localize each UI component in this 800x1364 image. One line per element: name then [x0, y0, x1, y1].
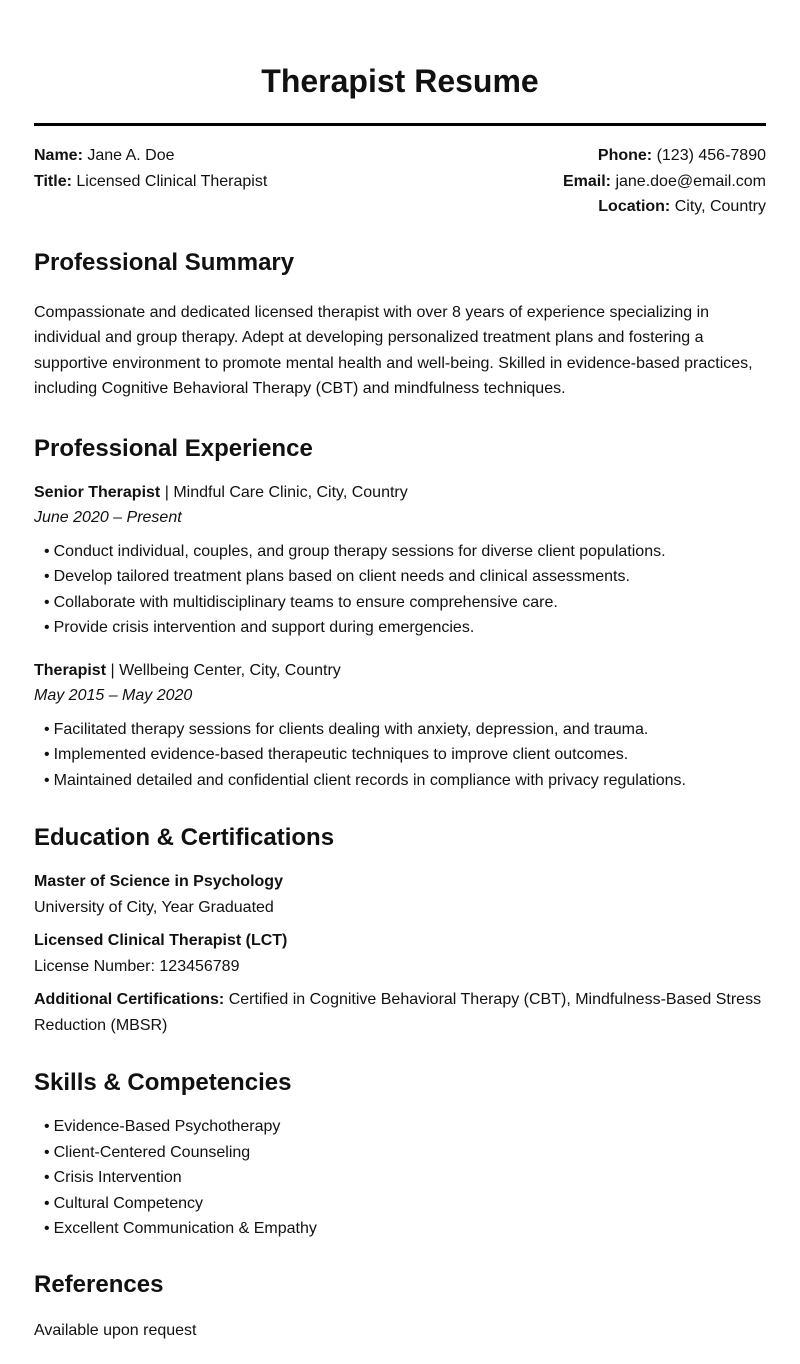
location-label: Location: — [598, 198, 671, 215]
license-number: License Number: 123456789 — [34, 957, 240, 975]
page-title: Therapist Resume — [261, 63, 539, 99]
job-entry — [34, 658, 766, 794]
title-value: Licensed Clinical Therapist — [76, 172, 268, 190]
job-organization: Mindful Care Clinic, City, Country — [173, 483, 408, 501]
duty-item: • Facilitated therapy sessions for clients dealing with anxiety, depression, and trauma. — [44, 717, 766, 743]
duty-item: • Conduct individual, couples, and group therapy sessions for diverse client populations. — [44, 539, 766, 565]
references-text: Available upon request — [34, 1321, 197, 1339]
name-label: Name: — [34, 147, 83, 164]
degree-school: University of City, Year Graduated — [34, 898, 274, 916]
duty-item: • Develop tailored treatment plans based on client needs and clinical assessments. — [44, 564, 766, 590]
title-divider — [34, 123, 766, 126]
experience-section — [34, 434, 766, 794]
name-value: Jane A. Doe — [87, 147, 175, 164]
job-header — [34, 480, 766, 506]
additional-certifications-label: Additional Certifications: — [34, 991, 225, 1008]
contact-phone-row — [563, 143, 766, 169]
job-dates: June 2020 – Present — [34, 509, 182, 526]
phone-value: (123) 456-7890 — [656, 147, 766, 164]
contact-location-row — [563, 194, 766, 220]
skill-item: • Client-Centered Counseling — [44, 1140, 766, 1166]
phone-label: Phone: — [597, 147, 653, 164]
education-heading: Education & Certifications — [34, 824, 335, 851]
job-header — [34, 658, 766, 684]
contact-left — [34, 143, 267, 220]
experience-heading: Professional Experience — [34, 434, 313, 462]
job-duties — [34, 539, 766, 641]
skill-item: • Crisis Intervention — [44, 1165, 766, 1191]
license-entry — [34, 928, 766, 979]
references-section — [34, 1270, 766, 1344]
job-separator: | — [164, 483, 169, 501]
summary-section — [34, 248, 766, 402]
skills-list — [34, 1114, 766, 1242]
summary-heading: Professional Summary — [34, 248, 295, 276]
duty-item: • Collaborate with multidisciplinary teams to ensure comprehensive care. — [44, 590, 766, 616]
contact-title-row — [34, 169, 267, 195]
summary-text: Compassionate and dedicated licensed therapist with over 8 years of experience specializing in individual and group therapy. Adept at developing personalized treatment plans and fostering a supportive environment to promote mental health and well-being. Skilled in evidence-based practices, including Cognitive Behavioral Therapy (CBT) and mindfulness techniques. — [34, 303, 753, 397]
contact-right — [563, 143, 766, 220]
duty-item: • Provide crisis intervention and support during emergencies. — [44, 615, 766, 641]
additional-certifications-text: Certified in Cognitive Behavioral Therapy (CBT), Mindfulness-Based Stress Reduction (MBSR) — [34, 991, 762, 1034]
job-title: Senior Therapist — [34, 483, 161, 501]
job-title: Therapist — [34, 661, 107, 679]
skill-item: • Evidence-Based Psychotherapy — [44, 1114, 766, 1140]
degree-entry — [34, 869, 766, 920]
job-duties — [34, 717, 766, 794]
skills-heading: Skills & Competencies — [34, 1069, 292, 1096]
references-heading: References — [34, 1270, 164, 1298]
job-dates: May 2015 – May 2020 — [34, 687, 193, 704]
title-label: Title: — [34, 172, 72, 190]
license-title: Licensed Clinical Therapist (LCT) — [34, 932, 288, 949]
email-label: Email: — [562, 172, 611, 190]
additional-certifications — [34, 987, 766, 1038]
education-section — [34, 823, 766, 1038]
location-value: City, Country — [674, 198, 766, 215]
duty-item: • Implemented evidence-based therapeutic techniques to improve client outcomes. — [44, 742, 766, 768]
degree-title: Master of Science in Psychology — [34, 873, 283, 890]
resume-page — [34, 0, 766, 1343]
email-value: jane.doe@email.com — [615, 172, 766, 190]
duty-item: • Maintained detailed and confidential client records in compliance with privacy regulations. — [44, 768, 766, 794]
job-entry — [34, 480, 766, 641]
job-organization: Wellbeing Center, City, Country — [119, 661, 341, 679]
contact-email-row — [563, 169, 766, 195]
contact-name-row — [34, 143, 267, 169]
job-separator: | — [110, 661, 115, 679]
skill-item: • Cultural Competency — [44, 1191, 766, 1217]
contact-block — [34, 143, 766, 220]
skill-item: • Excellent Communication & Empathy — [44, 1216, 766, 1242]
skills-section — [34, 1068, 766, 1242]
